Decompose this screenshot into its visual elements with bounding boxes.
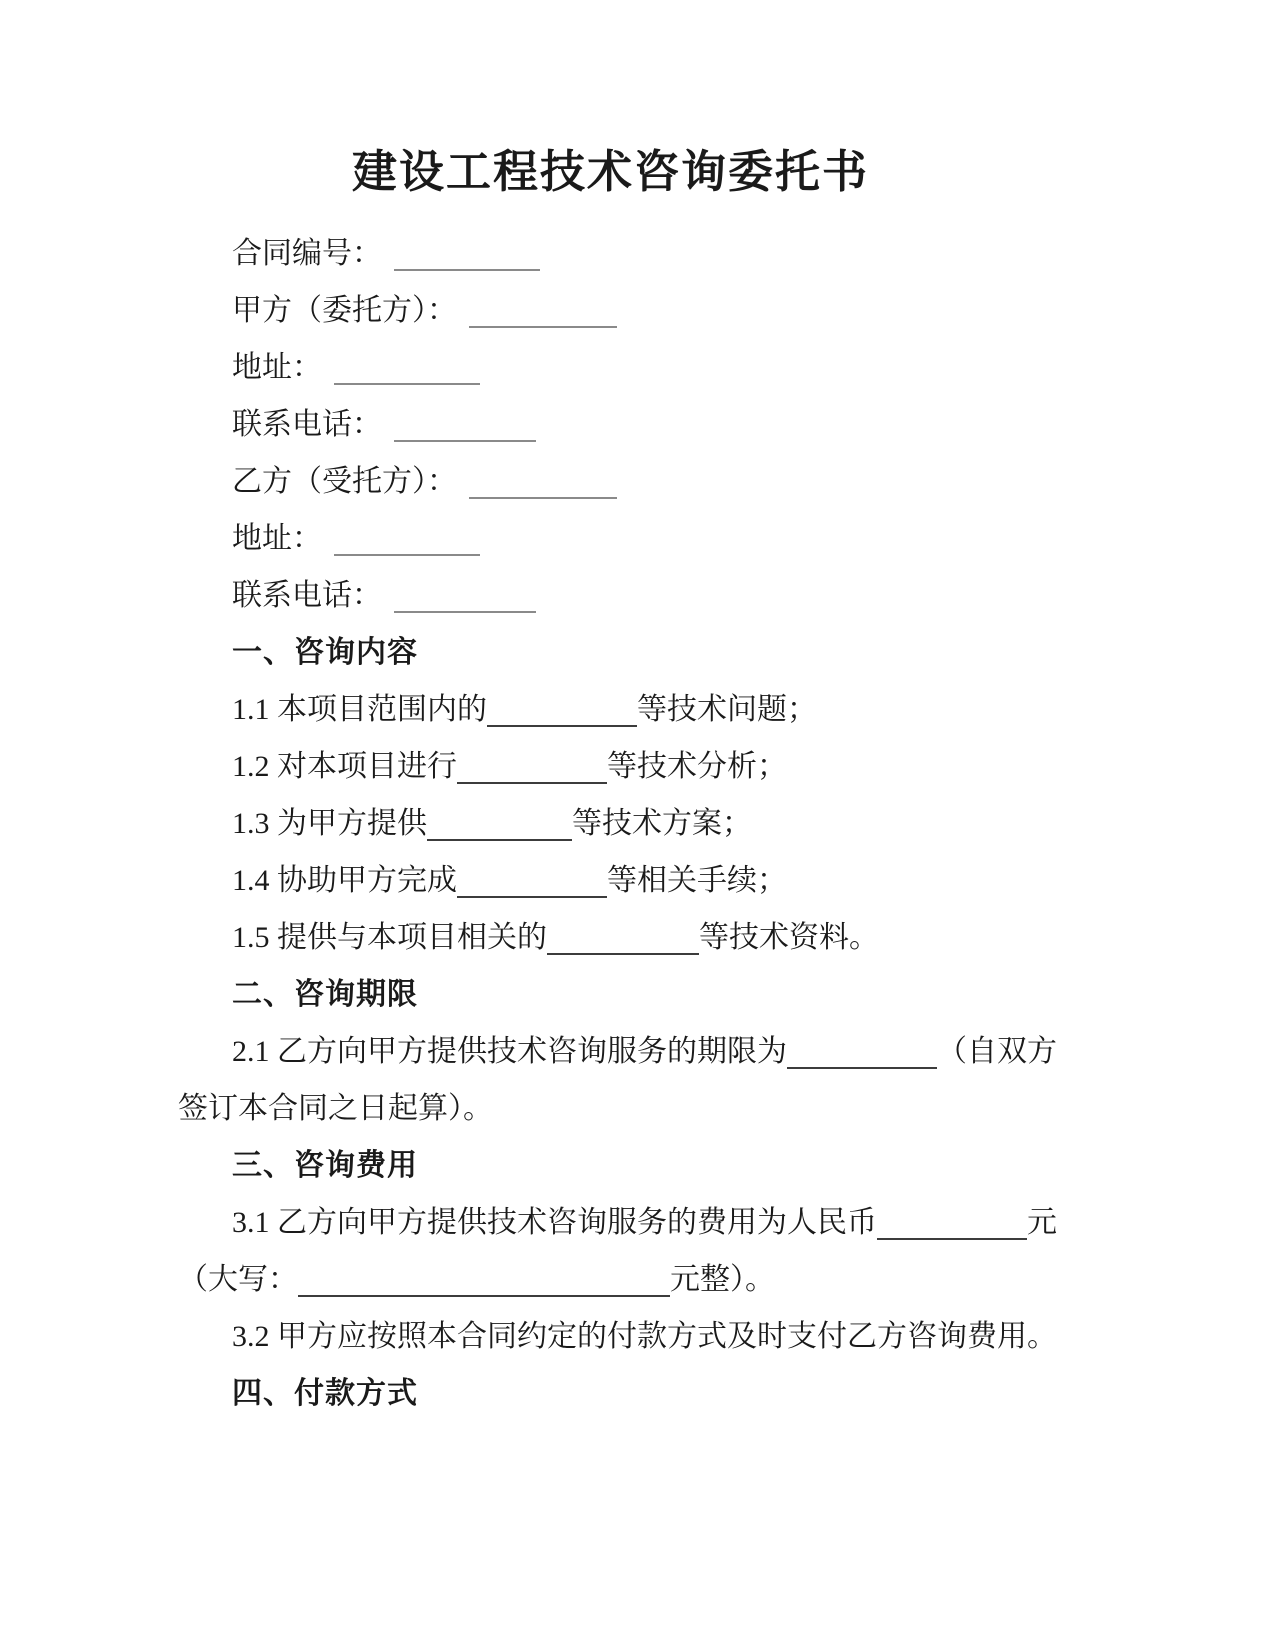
blank-underline [469,296,617,328]
field-line [178,225,1275,282]
blank-underline [394,581,536,613]
paragraph-line [178,852,1275,909]
field-line [178,339,1275,396]
text-segment: 联系电话： [232,579,382,612]
text-segment: 甲方（委托方）： [232,294,457,327]
paragraph-line [178,1194,1275,1251]
text-segment: 1.1 本项目范围内的 [232,693,487,726]
section-heading [178,1137,1275,1194]
text-segment: 元 [1027,1206,1057,1239]
section-heading [178,624,1275,681]
text-segment: 3.1 乙方向甲方提供技术咨询服务的费用为人民币 [232,1206,877,1239]
blank-underline [334,353,480,385]
field-line [178,453,1275,510]
blank-underline [547,923,699,955]
paragraph-line [178,738,1275,795]
paragraph-line [178,681,1275,738]
text-segment: 合同编号： [232,237,382,270]
text-segment: 等技术方案； [572,807,752,840]
text-segment: 乙方（受托方）： [232,465,457,498]
text-segment: 2.1 乙方向甲方提供技术咨询服务的期限为 [232,1035,787,1068]
text-segment: 1.2 对本项目进行 [232,750,457,783]
text-segment: 1.3 为甲方提供 [232,807,427,840]
blank-underline [334,524,480,556]
blank-underline [394,239,540,271]
text-segment: 1.5 提供与本项目相关的 [232,921,547,954]
text-segment: （自双方 [937,1035,1057,1068]
blank-underline [469,467,617,499]
paragraph-line [178,1308,1275,1365]
field-line [178,282,1275,339]
text-segment: 四、付款方式 [232,1377,418,1410]
blank-underline [394,410,536,442]
blank-underline [298,1265,670,1297]
paragraph-line [178,795,1275,852]
field-line [178,396,1275,453]
paragraph-line [178,909,1275,966]
text-segment: 元整）。 [670,1263,775,1296]
section-heading [178,1365,1275,1422]
text-segment: （大写： [178,1263,298,1296]
text-segment: 签订本合同之日起算）。 [178,1092,493,1125]
text-segment: 等技术资料。 [699,921,879,954]
section-heading [178,966,1275,1023]
blank-underline [457,752,607,784]
text-segment: 3.2 甲方应按照本合同约定的付款方式及时支付乙方咨询费用。 [232,1320,1057,1353]
document-title: 建设工程技术咨询委托书 [351,147,869,197]
field-line [178,567,1275,624]
text-segment: 等相关手续； [607,864,787,897]
document-body [0,225,1275,1422]
text-segment: 二、咨询期限 [232,978,418,1011]
blank-underline [787,1037,937,1069]
text-segment: 一、咨询内容 [232,636,418,669]
text-segment: 三、咨询费用 [232,1149,418,1182]
text-segment: 等技术分析； [607,750,787,783]
field-line [178,510,1275,567]
blank-underline [457,866,607,898]
paragraph-line [178,1023,1275,1080]
text-segment: 地址： [232,351,322,384]
text-segment: 1.4 协助甲方完成 [232,864,457,897]
paragraph-continuation-line [178,1080,1275,1137]
blank-underline [427,809,572,841]
blank-underline [877,1208,1027,1240]
text-segment: 地址： [232,522,322,555]
blank-underline [487,695,637,727]
text-segment: 联系电话： [232,408,382,441]
text-segment: 等技术问题； [637,693,817,726]
paragraph-continuation-line [178,1251,1275,1308]
